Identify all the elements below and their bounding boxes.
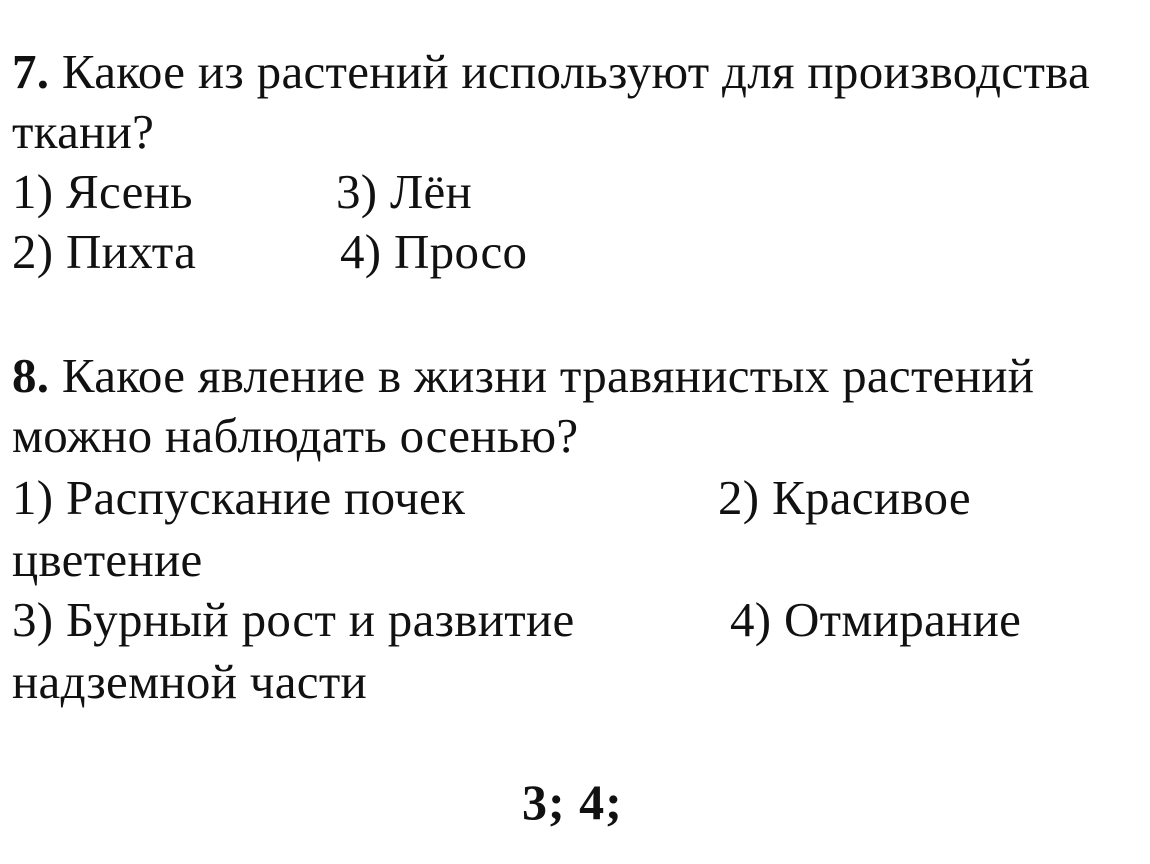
answer-text: 3; 4; <box>522 774 623 830</box>
q8-number: 8. <box>12 348 50 403</box>
q7-question-line1 <box>12 42 1090 102</box>
q7-option-3: 3) Лён <box>336 164 473 219</box>
q7-option-2: 2) Пихта <box>12 224 197 279</box>
q7-option-1: 1) Ясень <box>12 164 193 219</box>
q7-question-line2: ткани? <box>12 104 155 159</box>
q8-text-line1: Какое явление в жизни травянистых растений <box>49 348 1035 403</box>
q7-option-4: 4) Просо <box>340 224 528 279</box>
q8-option-3: 3) Бурный рост и развитие <box>12 592 575 647</box>
q7-number: 7. <box>12 44 50 99</box>
q8-option-4-line2: надземной части <box>12 654 368 709</box>
q8-question-line1 <box>12 346 1034 406</box>
q8-option-2-line1: 2) Красивое <box>718 470 971 525</box>
q7-text-line1: Какое из растений используют для производства <box>49 44 1091 99</box>
q8-question-line2: можно наблюдать осенью? <box>12 408 579 463</box>
q8-option-2-line2: цветение <box>12 532 203 587</box>
q8-option-1: 1) Распускание почек <box>12 470 466 525</box>
q8-option-4-line1: 4) Отмирание <box>730 592 1022 647</box>
